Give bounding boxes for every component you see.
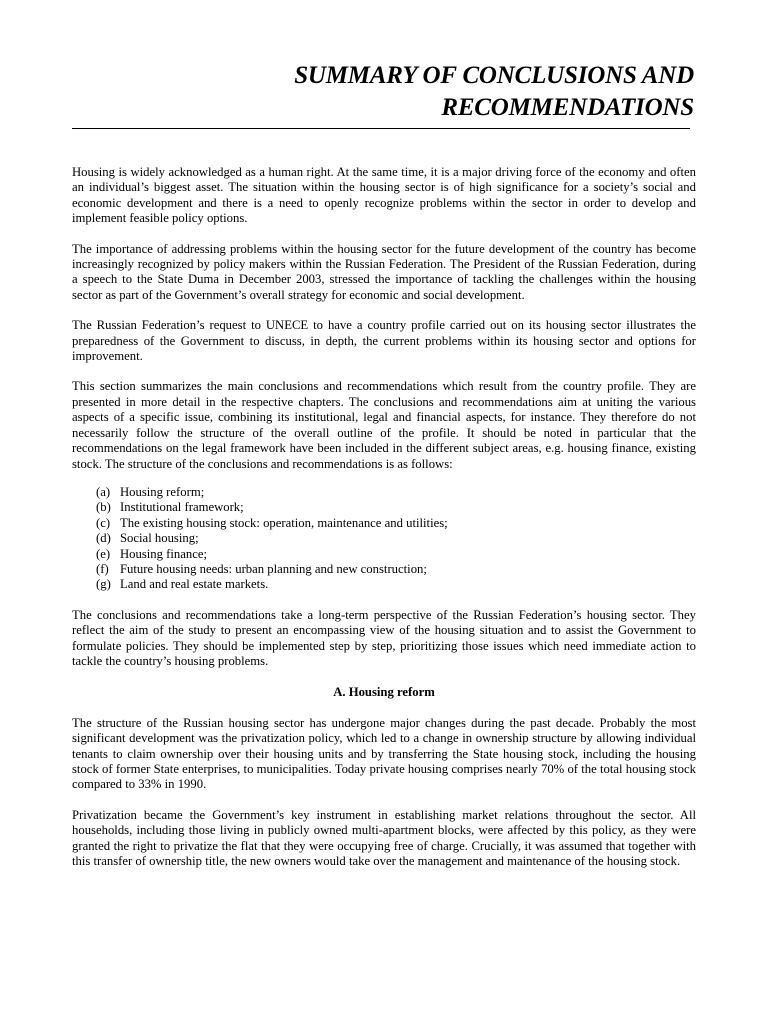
list-item-label: (e)	[96, 546, 111, 561]
list-item	[96, 485, 696, 500]
list-item-text: The existing housing stock: operation, maintenance and utilities;	[120, 515, 448, 530]
list-item-text: Social housing;	[120, 531, 199, 546]
title-rule	[72, 128, 690, 129]
list-item	[96, 577, 696, 592]
list-item-text: Housing finance;	[120, 546, 208, 561]
page-title	[72, 60, 696, 124]
paragraph-intro-1: Housing is widely acknowledged as a human right. At the same time, it is a major driving force of the economy and often an individual’s biggest asset. The situation within the housing sector is of high significance for a society’s social and economic development and there is a need to openly recognize problems within the sector in order to develop and implement feasible policy options.	[72, 165, 696, 226]
paragraph-section-a-1: The structure of the Russian housing sector has undergone major changes during the past decade. Probably the most significant development was the privatization policy, which led to a change in ownership structure by allowing individual tenants to claim ownership over their housing units and by transferring the State housing stock, including the housing stock of former State enterprises, to municipalities. Today private housing comprises nearly 70% of the total housing stock compared to 33% in 1990.	[72, 715, 696, 792]
list-item-label: (a)	[96, 484, 111, 499]
list-item-label: (f)	[96, 561, 109, 576]
list-item-label: (c)	[96, 515, 111, 530]
list-item	[96, 531, 696, 546]
list-item	[96, 516, 696, 531]
list-item	[96, 500, 696, 515]
list-item-label: (g)	[96, 577, 111, 592]
list-item-text: Land and real estate markets.	[120, 577, 269, 592]
section-heading-housing-reform: A. Housing reform	[333, 685, 435, 700]
paragraph-intro-2: The importance of addressing problems within the housing sector for the future development of the country has become increasingly recognized by policy makers within the Russian Federation. The President of the Russian Federation, during a speech to the State Duma in December 2003, stressed the importance of tackling the challenges within the housing sector as part of the Government’s overall strategy for economic and social development.	[72, 241, 696, 302]
document-page	[72, 60, 696, 869]
title-line-1: SUMMARY OF CONCLUSIONS AND	[294, 62, 694, 89]
list-item-text: Future housing needs: urban planning and new construction;	[120, 561, 427, 576]
list-item-text: Housing reform;	[120, 484, 205, 499]
list-item-text: Institutional framework;	[120, 500, 244, 515]
paragraph-section-a-2: Privatization became the Government’s key instrument in establishing market relations throughout the sector. All households, including those living in publicly owned multi-apartment blocks, were affected by this policy, as they were granted the right to privatize the flat that they were occupying free of charge. Crucially, it was assumed that together with this transfer of ownership title, the new owners would take over the management and maintenance of the housing stock.	[72, 807, 696, 869]
list-item	[96, 547, 696, 562]
paragraph-after-list: The conclusions and recommendations take a long-term perspective of the Russian Federation’s housing sector. They reflect the aim of the study to present an encompassing view of the housing situation and to assist the Government to formulate policies. They should be implemented step by step, prioritizing those issues which need immediate action to tackle the country’s housing problems.	[72, 607, 696, 668]
list-item-label: (b)	[96, 500, 111, 515]
list-item-label: (d)	[96, 531, 111, 546]
list-item	[96, 562, 696, 577]
paragraph-intro-4: This section summarizes the main conclusions and recommendations which result from the country profile. They are presented in more detail in the respective chapters. The conclusions and recommendations aim at uniting the various aspects of a specific issue, combining its institutional, legal and financial aspects, for instance. They therefore do not necessarily follow the structure of the overall outline of the profile. It should be noted in particular that the recommendations on the legal framework have been included in the different subject areas, e.g. housing finance, existing stock. The structure of the conclusions and recommendations is as follows:	[72, 379, 696, 471]
structure-list	[72, 485, 696, 593]
paragraph-intro-3: The Russian Federation’s request to UNECE to have a country profile carried out on its housing sector illustrates the preparedness of the Government to discuss, in depth, the current problems within its housing sector and options for improvement.	[72, 318, 696, 364]
title-line-2: RECOMMENDATIONS	[441, 94, 694, 121]
